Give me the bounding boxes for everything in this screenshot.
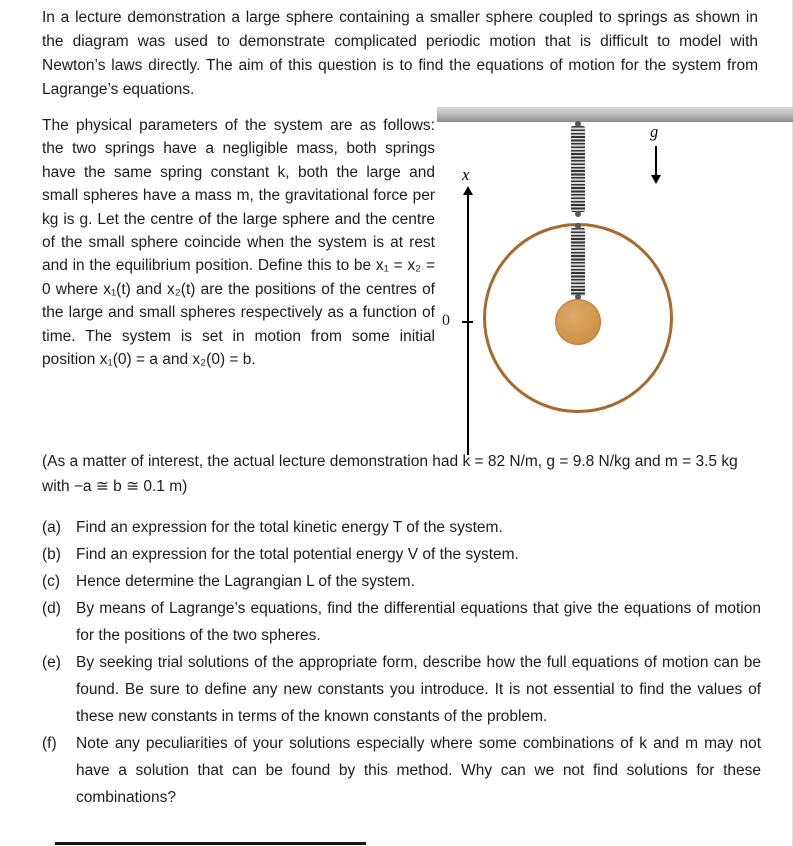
inner-spring	[571, 228, 585, 296]
small-sphere	[555, 299, 601, 345]
spring-connector-dot	[575, 223, 581, 229]
question-item-d	[42, 595, 761, 649]
question-item-a	[42, 514, 761, 541]
question-item-f	[42, 730, 761, 811]
x-axis-line	[467, 193, 469, 455]
question-text: By means of Lagrange’s equations, find the differential equations that give the equations of motion for the positions of the two spheres.	[76, 600, 761, 644]
upper-spring	[571, 126, 585, 212]
question-item-b	[42, 541, 761, 568]
question-label: (e)	[42, 654, 61, 671]
question-label: (f)	[42, 735, 57, 752]
question-item-c	[42, 568, 761, 595]
x-axis-label: x	[462, 165, 470, 184]
question-text: By seeking trial solutions of the appropriate form, describe how the full equations of motion can be found. Be sure to define any new constants you introduce. It is not essential to find the values of these new constants in terms of the known constants of the problem.	[76, 654, 761, 725]
question-text: Find an expression for the total kinetic energy T of the system.	[76, 519, 503, 536]
spring-sphere-diagram	[437, 107, 793, 459]
question-text: Note any peculiarities of your solutions especially where some combinations of k and m may not have a solution that can be found by this method. Why can we not find solutions for these combinations?	[76, 735, 761, 806]
intro-paragraph: In a lecture demonstration a large sphere containing a smaller sphere coupled to springs as shown in the diagram was used to demonstrate complicated periodic motion that is difficult to model with Newton’s laws directly. The aim of this question is to find the equations of motion for the system from Lagrange’s equations.	[42, 9, 758, 98]
gravity-arrow-head-icon	[651, 175, 661, 184]
question-text: Find an expression for the total potential energy V of the system.	[76, 546, 519, 563]
spring-connector-dot	[575, 121, 581, 127]
gravity-label: g	[650, 122, 659, 141]
ceiling-bar	[437, 107, 793, 122]
page-bottom-rule	[55, 842, 366, 845]
question-label: (b)	[42, 546, 61, 563]
parameters-paragraph: The physical parameters of the system are as follows: the two springs have a negligible mass, both springs have the same spring constant k, both the large and small spheres have a mass m, the gravitational force per kg is g. Let the centre of the large sphere and the centre of the small sphere coincide when the system is at rest and in the equilibrium position. Define this to be x₁ = x₂ = 0 where x₁(t) and x₂(t) are the positions of the centres of the large and small spheres respectively as a function of time. The system is set in motion from some initial position x₁(0) = a and x₂(0) = b.	[42, 117, 435, 369]
question-list	[42, 514, 761, 811]
interest-note: (As a matter of interest, the actual lecture demonstration had k = 82 N/m, g = 9.8 N/kg and m = 3.5 kg with −a ≅ b ≅ 0.1 m)	[42, 453, 738, 495]
gravity-arrow-line	[655, 146, 657, 176]
question-text: Hence determine the Lagrangian L of the system.	[76, 573, 415, 590]
spring-connector-dot	[575, 211, 581, 217]
question-label: (d)	[42, 600, 61, 617]
origin-label: 0	[442, 312, 450, 329]
origin-tick	[462, 321, 473, 323]
question-label: (a)	[42, 519, 61, 536]
question-label: (c)	[42, 573, 61, 590]
question-item-e	[42, 649, 761, 730]
